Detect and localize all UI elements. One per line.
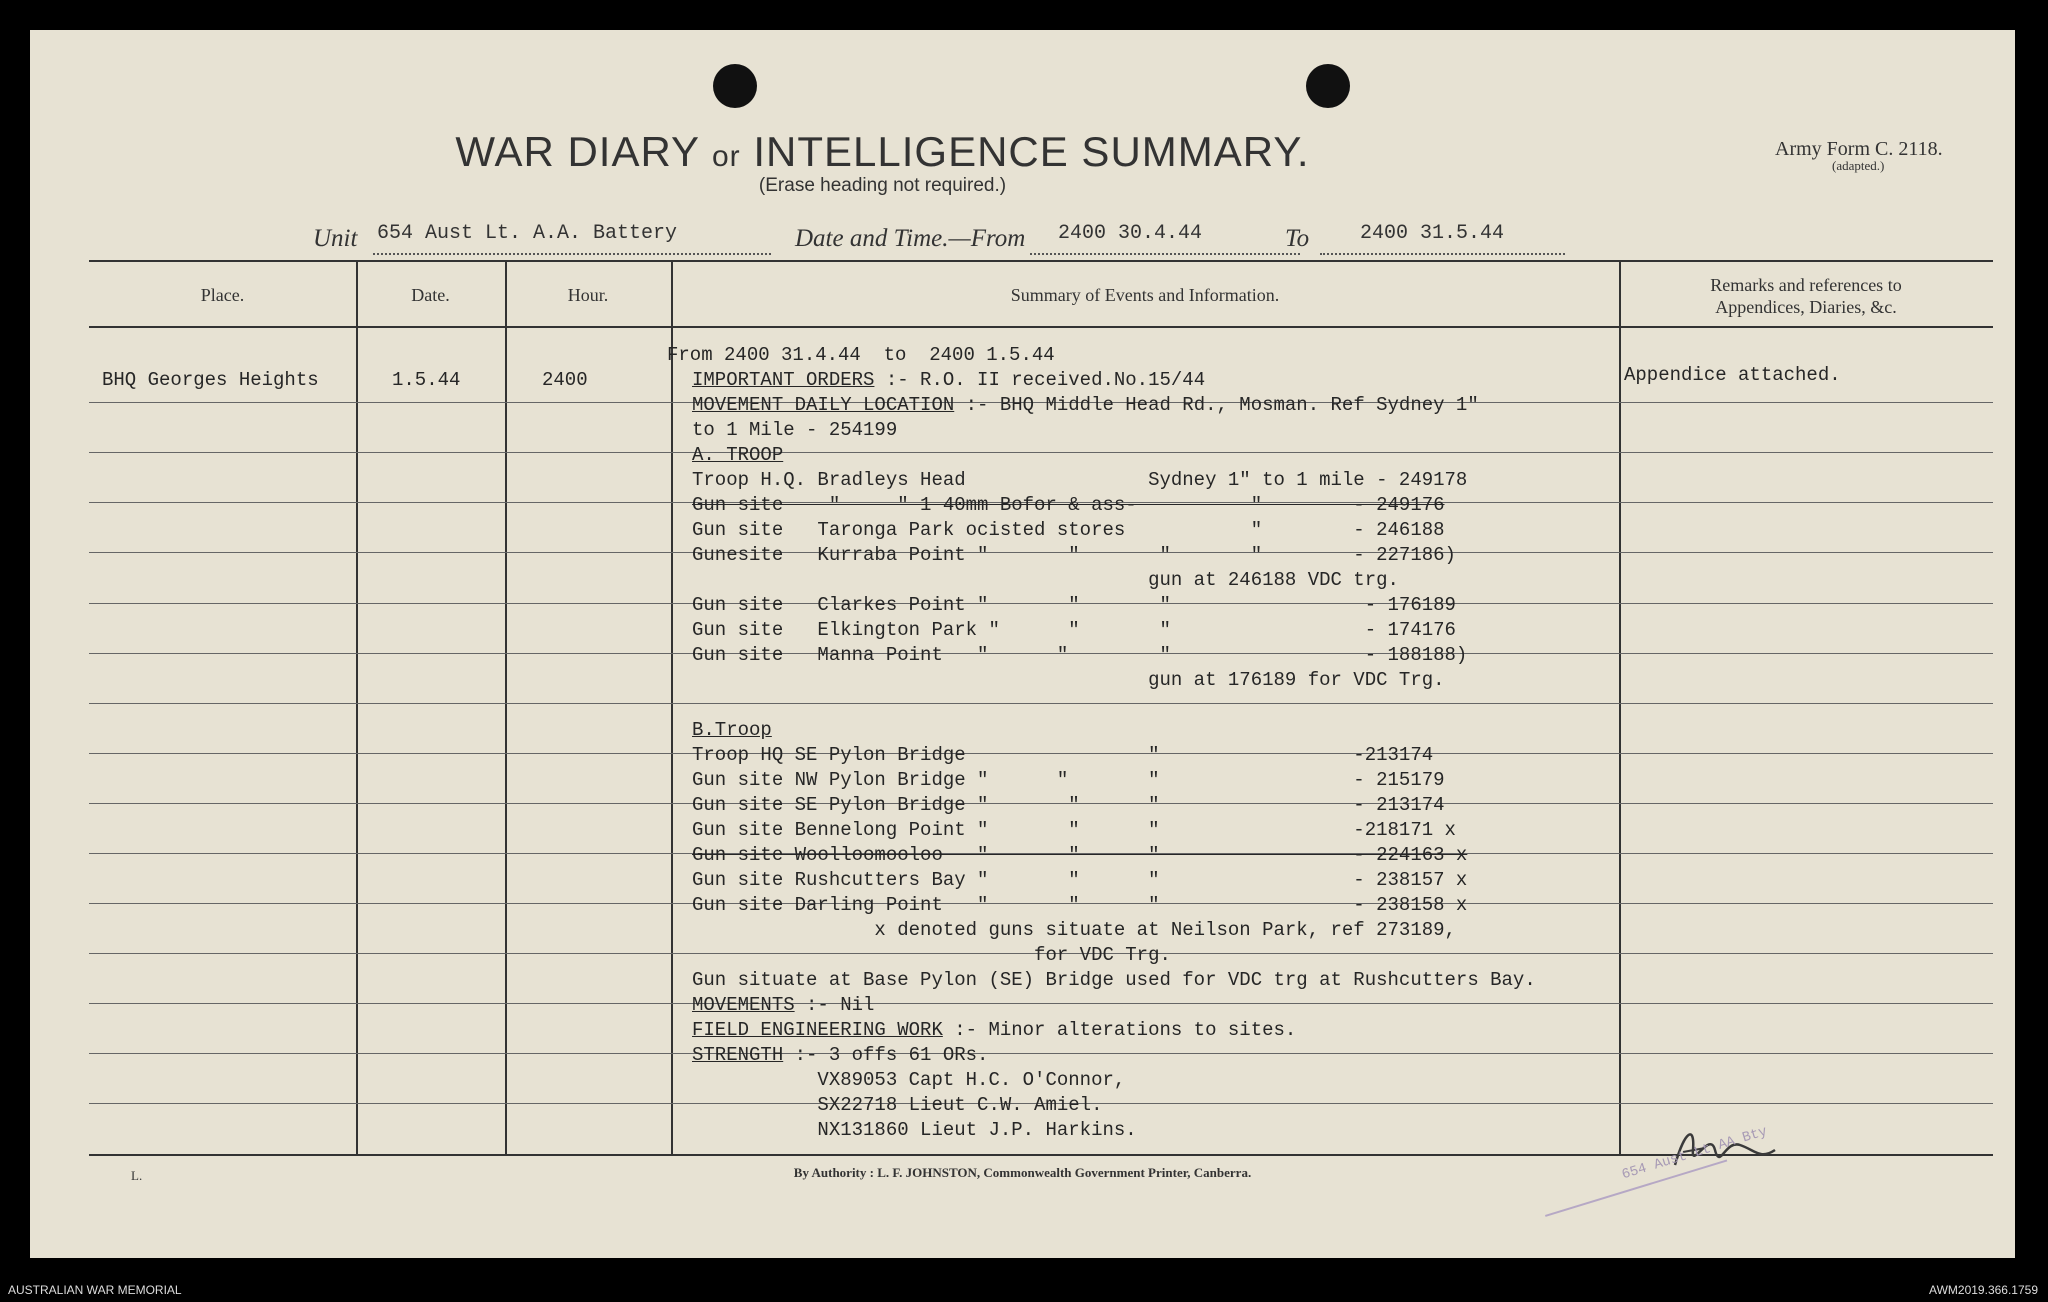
column-header-remarks	[1619, 274, 1993, 318]
summary-line: Gun site NW Pylon Bridge " " " - 215179	[692, 769, 1445, 791]
summary-line-struck: Gun site " " 1 40mm Bofor & ass- " - 249176	[692, 494, 1445, 516]
punch-hole-left	[713, 64, 757, 108]
heading-strength: STRENGTH	[692, 1044, 784, 1066]
entry-hour: 2400	[542, 369, 588, 391]
remarks-header-line-2: Appendices, Diaries, &c.	[1715, 297, 1897, 317]
summary-line: Troop H.Q. Bradleys Head Sydney 1" to 1 mile - 249178	[692, 469, 1468, 491]
summary-line: x denoted guns situate at Neilson Park, ref 273189,	[692, 919, 1456, 941]
summary-line: for VDC Trg.	[692, 944, 1171, 966]
ruled-line	[89, 1003, 1993, 1004]
summary-line: gun at 176189 for VDC Trg.	[692, 669, 1445, 691]
summary-line: Gunesite Kurraba Point " " " " - 227186)	[692, 544, 1456, 566]
army-form-adapted: (adapted.)	[1832, 158, 1885, 173]
summary-line	[692, 993, 874, 1017]
table-top-rule	[89, 260, 1993, 262]
ruled-line	[89, 1053, 1993, 1054]
entry-remarks: Appendice attached.	[1624, 364, 1841, 386]
summary-line: Gun situate at Base Pylon (SE) Bridge used for VDC trg at Rushcutters Bay.	[692, 969, 1536, 991]
date-from-value: 2400 30.4.44	[1058, 222, 1203, 245]
summary-line: Troop HQ SE Pylon Bridge " -213174	[692, 744, 1434, 766]
form-title	[30, 128, 1735, 176]
remarks-header-line-1: Remarks and references to	[1710, 275, 1902, 295]
to-label: To	[1285, 225, 1310, 252]
army-form-number: Army Form C. 2118.	[1775, 138, 1943, 160]
column-header-date: Date.	[411, 285, 450, 305]
unit-label: Unit	[313, 225, 358, 252]
summary-line: Gun site SE Pylon Bridge " " " - 213174	[692, 794, 1445, 816]
summary-line: Gun site Taronga Park ocisted stores " - 246188	[692, 519, 1445, 541]
summary-text: :- Nil	[794, 994, 875, 1016]
entry-date: 1.5.44	[392, 369, 461, 391]
punch-hole-right	[1306, 64, 1350, 108]
summary-line: VX89053 Capt H.C. O'Connor,	[692, 1069, 1126, 1091]
summary-line: Gun site Rushcutters Bay " " " - 238157 x	[692, 869, 1468, 891]
title-or: or	[711, 140, 741, 173]
summary-line: SX22718 Lieut C.W. Amiel.	[692, 1094, 1103, 1116]
table-header-rule	[89, 326, 1993, 328]
unit-value: 654 Aust Lt. A.A. Battery	[377, 222, 678, 245]
heading-movements: MOVEMENTS	[692, 994, 795, 1016]
column-header-hour: Hour.	[567, 285, 609, 305]
date-from-dotted-line	[1030, 253, 1300, 255]
entry-place: BHQ Georges Heights	[102, 369, 319, 391]
erase-note: (Erase heading not required.)	[758, 175, 1007, 196]
heading-a-troop: A. TROOP	[692, 444, 784, 466]
footer-printer-authority: By Authority : L. F. JOHNSTON, Commonwealth Government Printer, Canberra.	[793, 1165, 1252, 1180]
column-header-place: Place.	[200, 285, 245, 305]
diary-page	[30, 30, 2015, 1258]
title-part-intelligence: INTELLIGENCE SUMMARY.	[753, 128, 1310, 175]
summary-line	[692, 393, 1479, 417]
summary-text: :- Minor alterations to sites.	[942, 1019, 1297, 1041]
date-time-label: Date and Time.—From	[795, 225, 1026, 252]
summary-text: :- 3 offs 61 ORs.	[783, 1044, 989, 1066]
col-divider-hour	[671, 260, 673, 1154]
heading-daily-location: MOVEMENT DAILY LOCATION	[692, 394, 955, 416]
summary-text: :- BHQ Middle Head Rd., Mosman. Ref Sydney 1"	[954, 394, 1479, 416]
title-part-war-diary: WAR DIARY	[455, 128, 700, 175]
unit-stamp: 654 Aust Lt AA Bty	[1620, 1123, 1770, 1184]
summary-text: :- R.O. II received.No.15/44	[874, 369, 1206, 391]
column-header-summary: Summary of Events and Information.	[1010, 285, 1280, 305]
footer-form-code: L.	[131, 1168, 143, 1183]
summary-line	[692, 1043, 988, 1067]
summary-line: Gun site Manna Point " " " - 188188)	[692, 644, 1468, 666]
date-to-value: 2400 31.5.44	[1360, 222, 1505, 245]
heading-field-engineering: FIELD ENGINEERING WORK	[692, 1019, 943, 1041]
col-divider-date	[505, 260, 507, 1154]
ruled-line	[89, 703, 1993, 704]
summary-line	[692, 368, 1205, 392]
col-divider-place	[356, 260, 358, 1154]
summary-line: Gun site Elkington Park " " " - 174176	[692, 619, 1456, 641]
heading-b-troop: B.Troop	[692, 719, 772, 741]
heading-important-orders: IMPORTANT ORDERS	[692, 369, 875, 391]
unit-dotted-line	[373, 253, 771, 255]
summary-line: Gun site Bennelong Point " " " -218171 x	[692, 819, 1456, 841]
date-to-dotted-line	[1320, 253, 1565, 255]
summary-line: NX131860 Lieut J.P. Harkins.	[692, 1119, 1137, 1141]
summary-line: gun at 246188 VDC trg.	[692, 569, 1399, 591]
summary-line-struck: Gun site Woolloomooloo " " " - 224163 x	[692, 844, 1468, 866]
summary-line: Gun site Darling Point " " " - 238158 x	[692, 894, 1468, 916]
archive-caption: AUSTRALIAN WAR MEMORIAL	[8, 1283, 182, 1297]
archive-reference: AWM2019.366.1759	[1929, 1283, 2038, 1297]
summary-line: From 2400 31.4.44 to 2400 1.5.44	[667, 344, 1055, 366]
col-divider-summary	[1619, 260, 1621, 1154]
summary-line: to 1 Mile - 254199	[692, 419, 898, 441]
summary-line	[692, 1018, 1296, 1042]
ruled-line	[89, 452, 1993, 453]
summary-line: Gun site Clarkes Point " " " - 176189	[692, 594, 1456, 616]
